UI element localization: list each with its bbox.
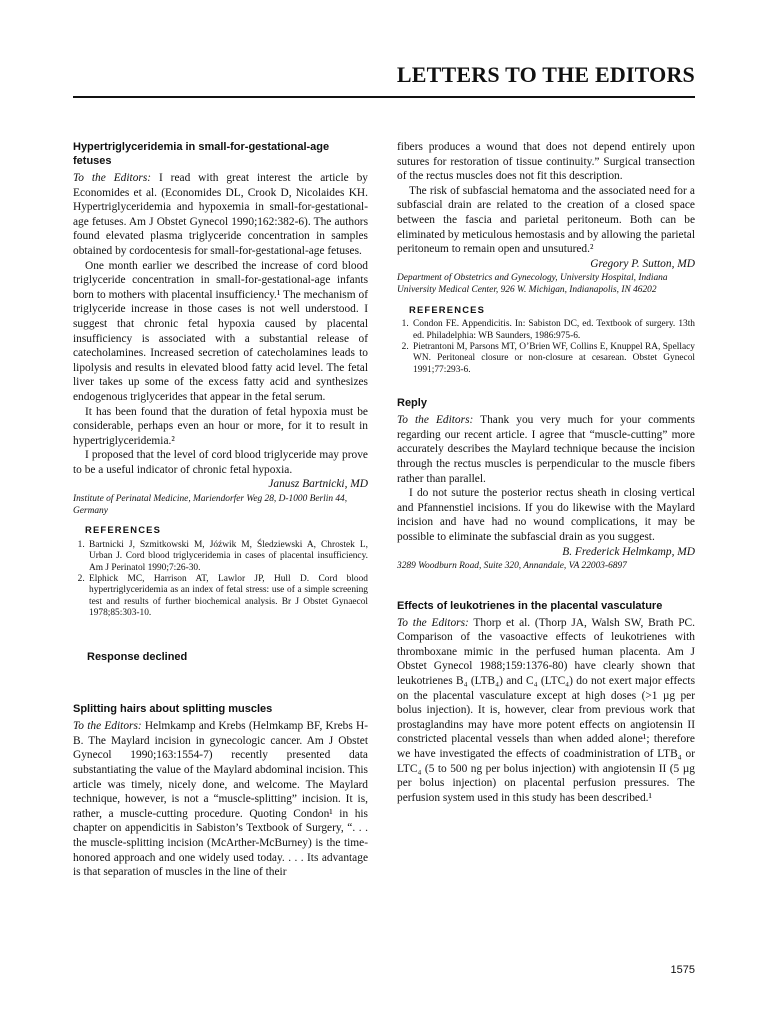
letter1-paragraph-1 — [73, 171, 368, 259]
reference-item: 1. Bartnicki J, Szmitkowski M, Jóźwik M, Śledziewski A, Chrostek L, Urban J. Cord blood triglyceridemia in cases of placental insufficiency. Am J Perinatol 1990;7:26-30. — [87, 540, 368, 574]
letter2-paragraph-1 — [73, 719, 368, 880]
letter2-salutation: To the Editors: — [73, 720, 142, 733]
reply-affiliation: 3289 Woodburn Road, Suite 320, Annandale, VA 22003-6897 — [397, 561, 627, 572]
letter2-paragraph-2: The risk of subfascial hematoma and the associated need for a subfascial drain are related to the creation of a closed space between the fascia and parietal peritoneum. Both can be eliminated by meticulous hemostasis and by allowing the parietal peritoneum to remain open and unsutured.² — [397, 184, 695, 256]
letter3-paragraph-1 — [397, 616, 695, 806]
letter2-p1-text: Helmkamp and Krebs (Helmkamp BF, Krebs H-B. The Maylard incision in gynecologic cancer. Am J Obstet Gynecol 1990;163:1554-7) recently presented data substantiating the value of the Maylard abdominal incision. This article was timely, nicely done, and welcome. The Maylard technique, however, is not a “muscle-splitting” incision. It is, rather, a muscle-cutting procedure. Quoting Condon¹ in his chapter on appendicitis in Sabiston’s Textbook of Surgery, “. . . the muscle-splitting incision (McArther-McBurney) is the time-honored approach and one widely used today. . . . Its advantage is that separation of muscles in the line of their — [73, 720, 368, 879]
reply-p1-text: Thank you very much for your comments regarding our recent article. I agree that “muscle-cutting” more accurately describes the Maylard technique because the incision through the rectus muscles is perpendicular to the muscle fibers rather than parallel. — [397, 414, 695, 485]
reply-paragraph-1 — [397, 413, 695, 486]
reply-signature: B. Frederick Helmkamp, MD — [562, 545, 695, 558]
letter1-title: Hypertriglyceridemia in small-for-gestational-age fetuses — [73, 141, 330, 167]
letter3-p1-text: Thorp et al. (Thorp JA, Walsh SW, Brath PC. Comparison of the vasoactive effects of leukotrienes with thromboxane mimic in the perfused human placenta. Am J Obstet Gynecol 1988;159:1376-80) have clearly shown that leukotrienes B₄ (LTB₄) and C₄ (LTC₄) do not exert major effects on the placental vasculature except at high doses (>1 µg per bolus injection). It is, however, clear from previous work that prostaglandins may have more potent effects on angiotensin II constricted placental vessels than when added alone¹; therefore we have investigated the effects of coadministration of LTB₄ or LTC₄ (5 to 500 ng per bolus injection) with angiotensin II (5 µg per bolus injection) on placental perfusion pressures. The perfusion system used in this study has been described.¹ — [397, 616, 695, 804]
letter2-references-title: REFERENCES — [409, 303, 486, 315]
reference-item: 1. Condon FE. Appendicitis. In: Sabiston DC, ed. Textbook of surgery. 13th ed. Philadelphia: WB Saunders, 1986:975-6. — [411, 319, 695, 342]
letter1-references-title: REFERENCES — [85, 524, 162, 536]
letter1-p1-text: I read with great interest the article by Economides et al. (Economides DL, Crook D, Nicolaides KH. Hypertriglyceridemia and hypoxemia in small-for-gestational-age fetuses. Am J Obstet Gynecol 1990;162:382-6). The authors found elevated plasma triglyceride concentration in samples obtained by cordocentesis for small-for-gestational-age fetuses. — [73, 172, 369, 257]
letter3-salutation: To the Editors: — [397, 616, 469, 629]
section-title: LETTERS TO THE EDITORS — [396, 62, 695, 87]
left-column — [73, 140, 368, 880]
letter1-paragraph-4: I proposed that the level of cord blood triglyceride may prove to be a useful indicator of chronic fetal hypoxia. — [73, 449, 368, 476]
letter2-signature: Gregory P. Sutton, MD — [590, 257, 695, 270]
reference-item: 2. Pietrantoni M, Parsons MT, O’Brien WF, Collins E, Knuppel RA, Spellacy WN. Peritoneal closure or non-closure at cesarean. Obstet Gynecol 1991;77:293-6. — [411, 342, 695, 376]
reply-salutation: To the Editors: — [397, 414, 474, 427]
letter1-paragraph-2: One month earlier we described the increase of cord blood triglyceride concentration in small-for-gestational-age infants born to mothers with placental insufficiency.¹ The mechanism of triglyceride increase in those cases is not well understood. I suggest that chronic fetal hypoxia caused by placental insufficiency is associated with a substantial release of catecholamines. Increased secretion of catecholamines leads to lipolysis and results in elevated blood fatty acid level. The fetal liver takes up some of the excess fatty acid and synthesizes endogenous triglycerides that appear in the fetal serum. — [73, 259, 368, 403]
letter1-references — [73, 540, 368, 620]
page-number: 1575 — [670, 964, 695, 976]
response-declined: Response declined — [87, 650, 188, 663]
letter1-salutation: To the Editors: — [73, 172, 152, 184]
reply-paragraph-2: I do not suture the posterior rectus sheath in closing vertical and Pfannenstiel incisions. If you do likewise with the Maylard incision and have had no wound complications, it may be possible to eliminate the subfascial drain as you suggest. — [397, 487, 695, 543]
reply-title: Reply — [397, 397, 427, 410]
letter1-signature: Janusz Bartnicki, MD — [268, 478, 368, 491]
letter2-affiliation: Department of Obstetrics and Gynecology, University Hospital, Indiana University Medical Center, 926 W. Michigan, Indianapolis, IN 46202 — [397, 273, 668, 295]
header-rule — [73, 96, 695, 98]
right-column — [397, 140, 695, 805]
letter2-references — [397, 319, 695, 376]
reference-item: 2. Elphick MC, Harrison AT, Lawlor JP, Hull D. Cord blood hypertriglyceridemia as an index of fetal stress: use of a simple screening test and results of further biochemical analysis. Br J Obstet Gynaecol 1978;85:303-10. — [87, 574, 368, 620]
letter3-title: Effects of leukotrienes in the placental vasculature — [397, 599, 663, 612]
letter2-title: Splitting hairs about splitting muscles — [73, 703, 273, 716]
letter1-affiliation: Institute of Perinatal Medicine, Mariendorfer Weg 28, D-1000 Berlin 44, Germany — [73, 494, 348, 516]
letter1-paragraph-3: It has been found that the duration of fetal hypoxia must be considerable, perhaps even an hour or more, for it to result in hypertriglyceridemia.² — [73, 405, 368, 447]
letter2-continuation: fibers produces a wound that does not depend entirely upon sutures for restoration of tissue continuity.” Surgical transection of the rectus muscles does not fit this description. — [397, 141, 695, 183]
